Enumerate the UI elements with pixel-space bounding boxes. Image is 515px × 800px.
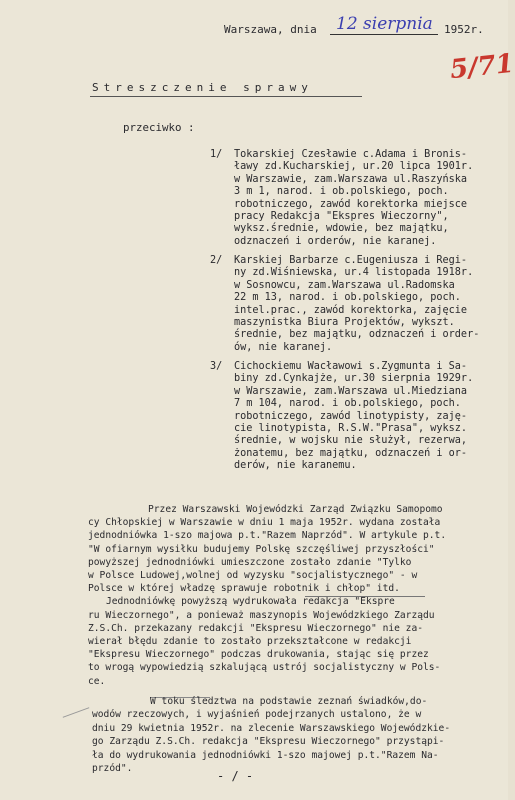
against-label: przeciwko : bbox=[123, 121, 195, 134]
person-description: Karskiej Barbarze c.Eugeniusza i Regi- ny zd.Wiśniewska, ur.4 listopada 1918r. w Sosnowcu, zam.Warszawa ul.Radomska 22 m 13, narod. i ob.polskiego, poch. intel.prac., zawód korektorka, zajęcie maszynistka Biura Projektów, wykszt. średnie, bez majątku, odznaczeń i order- ów, nie karanej. bbox=[234, 255, 480, 353]
red-case-number: 5/71 bbox=[448, 48, 515, 86]
title-underline bbox=[90, 96, 362, 97]
summary-paragraph: Przez Warszawski Wojewódzki Zarząd Związku Samopomo cy Chłopskiej w Warszawie w dniu 1 maja 1952r. wydana została jednodniówka 1-szo majowa p.t."Razem Naprzód". W artykule p.t. "W ofiarnym wysiłku budujemy Polskę szczęśliwej przyszłości" powyższej jednodniówki umieszczone zostało zdanie "Tylko w Polsce Ludowej,wolnej od wyzysku "socjalistycznego" - w Polsce w której władzę sprawuje robotnik i chłop" itd. Jednodniówkę powyższą wydrukowała redakcja "Ekspre ru Wieczornego", a ponieważ maszynopis Wojewódzkiego Zarządu Z.S.Ch. przekazany redakcji "Ekspresu Wieczornego" nie za- wierał błędu zdanie to zostało przekształcone w redakcji "Ekspresu Wieczornego" podczas drukowania, stając się przez to wrogą wypowiedzią szkalującą ustrój socjalistyczny w Pols- ce. bbox=[88, 504, 447, 687]
person-number: 1/ bbox=[210, 149, 223, 160]
year-suffix: 1952r. bbox=[444, 23, 484, 36]
page-continuation-mark: - / - bbox=[217, 769, 254, 783]
person-description: Tokarskiej Czesławie c.Adama i Bronis- ławy zd.Kucharskiej, ur.20 lipca 1901r. w Warszawie, zam.Warszawa ul.Raszyńska 3 m 1, narod. i ob.polskiego, poch. robotniczego, zawód korektorka miejsce pracy Redakcja "Ekspres Wieczorny", wyksz.średnie, wdowie, bez majątku, odznaczeń i orderów, nie karanej. bbox=[234, 149, 474, 247]
place-date-prefix: Warszawa, dnia bbox=[224, 23, 317, 36]
document-title: Streszczenie sprawy bbox=[92, 81, 313, 94]
person-number: 2/ bbox=[210, 255, 223, 266]
handwritten-date: 12 sierpnia bbox=[336, 14, 433, 34]
date-underline bbox=[330, 34, 438, 35]
pencil-underline bbox=[305, 596, 425, 597]
person-number: 3/ bbox=[210, 361, 223, 372]
pencil-mark bbox=[63, 707, 90, 718]
investigation-paragraph: W toku śledztwa na podstawie zeznań świadków,do- wodów rzeczowych, i wyjaśnień podejrzanych ustalono, że w dniu 29 kwietnia 1952r. na zlecenie Warszawskiego Wojewódzkie- go Zarządu Z.S.Ch. redakcja "Ekspresu Wieczornego" przystąpi- ła do wydrukowania jednodniówki 1-szo majowej p.t."Razem Na- przód". bbox=[92, 696, 451, 775]
person-description: Cichockiemu Wacławowi s.Zygmunta i Sa- biny zd.Cynkajże, ur.30 sierpnia 1929r. w Warszawie, zam.Warszawa ul.Miedziana 7 m 104, narod. i ob.polskiego, poch. robotniczego, zawód linotypisty, zaję- cie linotypista, R.S.W."Prasa", wyksz. średnie, w wojsku nie służył, rezerwa, żonatemu, bez majątku, odznaczeń i or- derów, nie karanemu. bbox=[234, 361, 474, 472]
